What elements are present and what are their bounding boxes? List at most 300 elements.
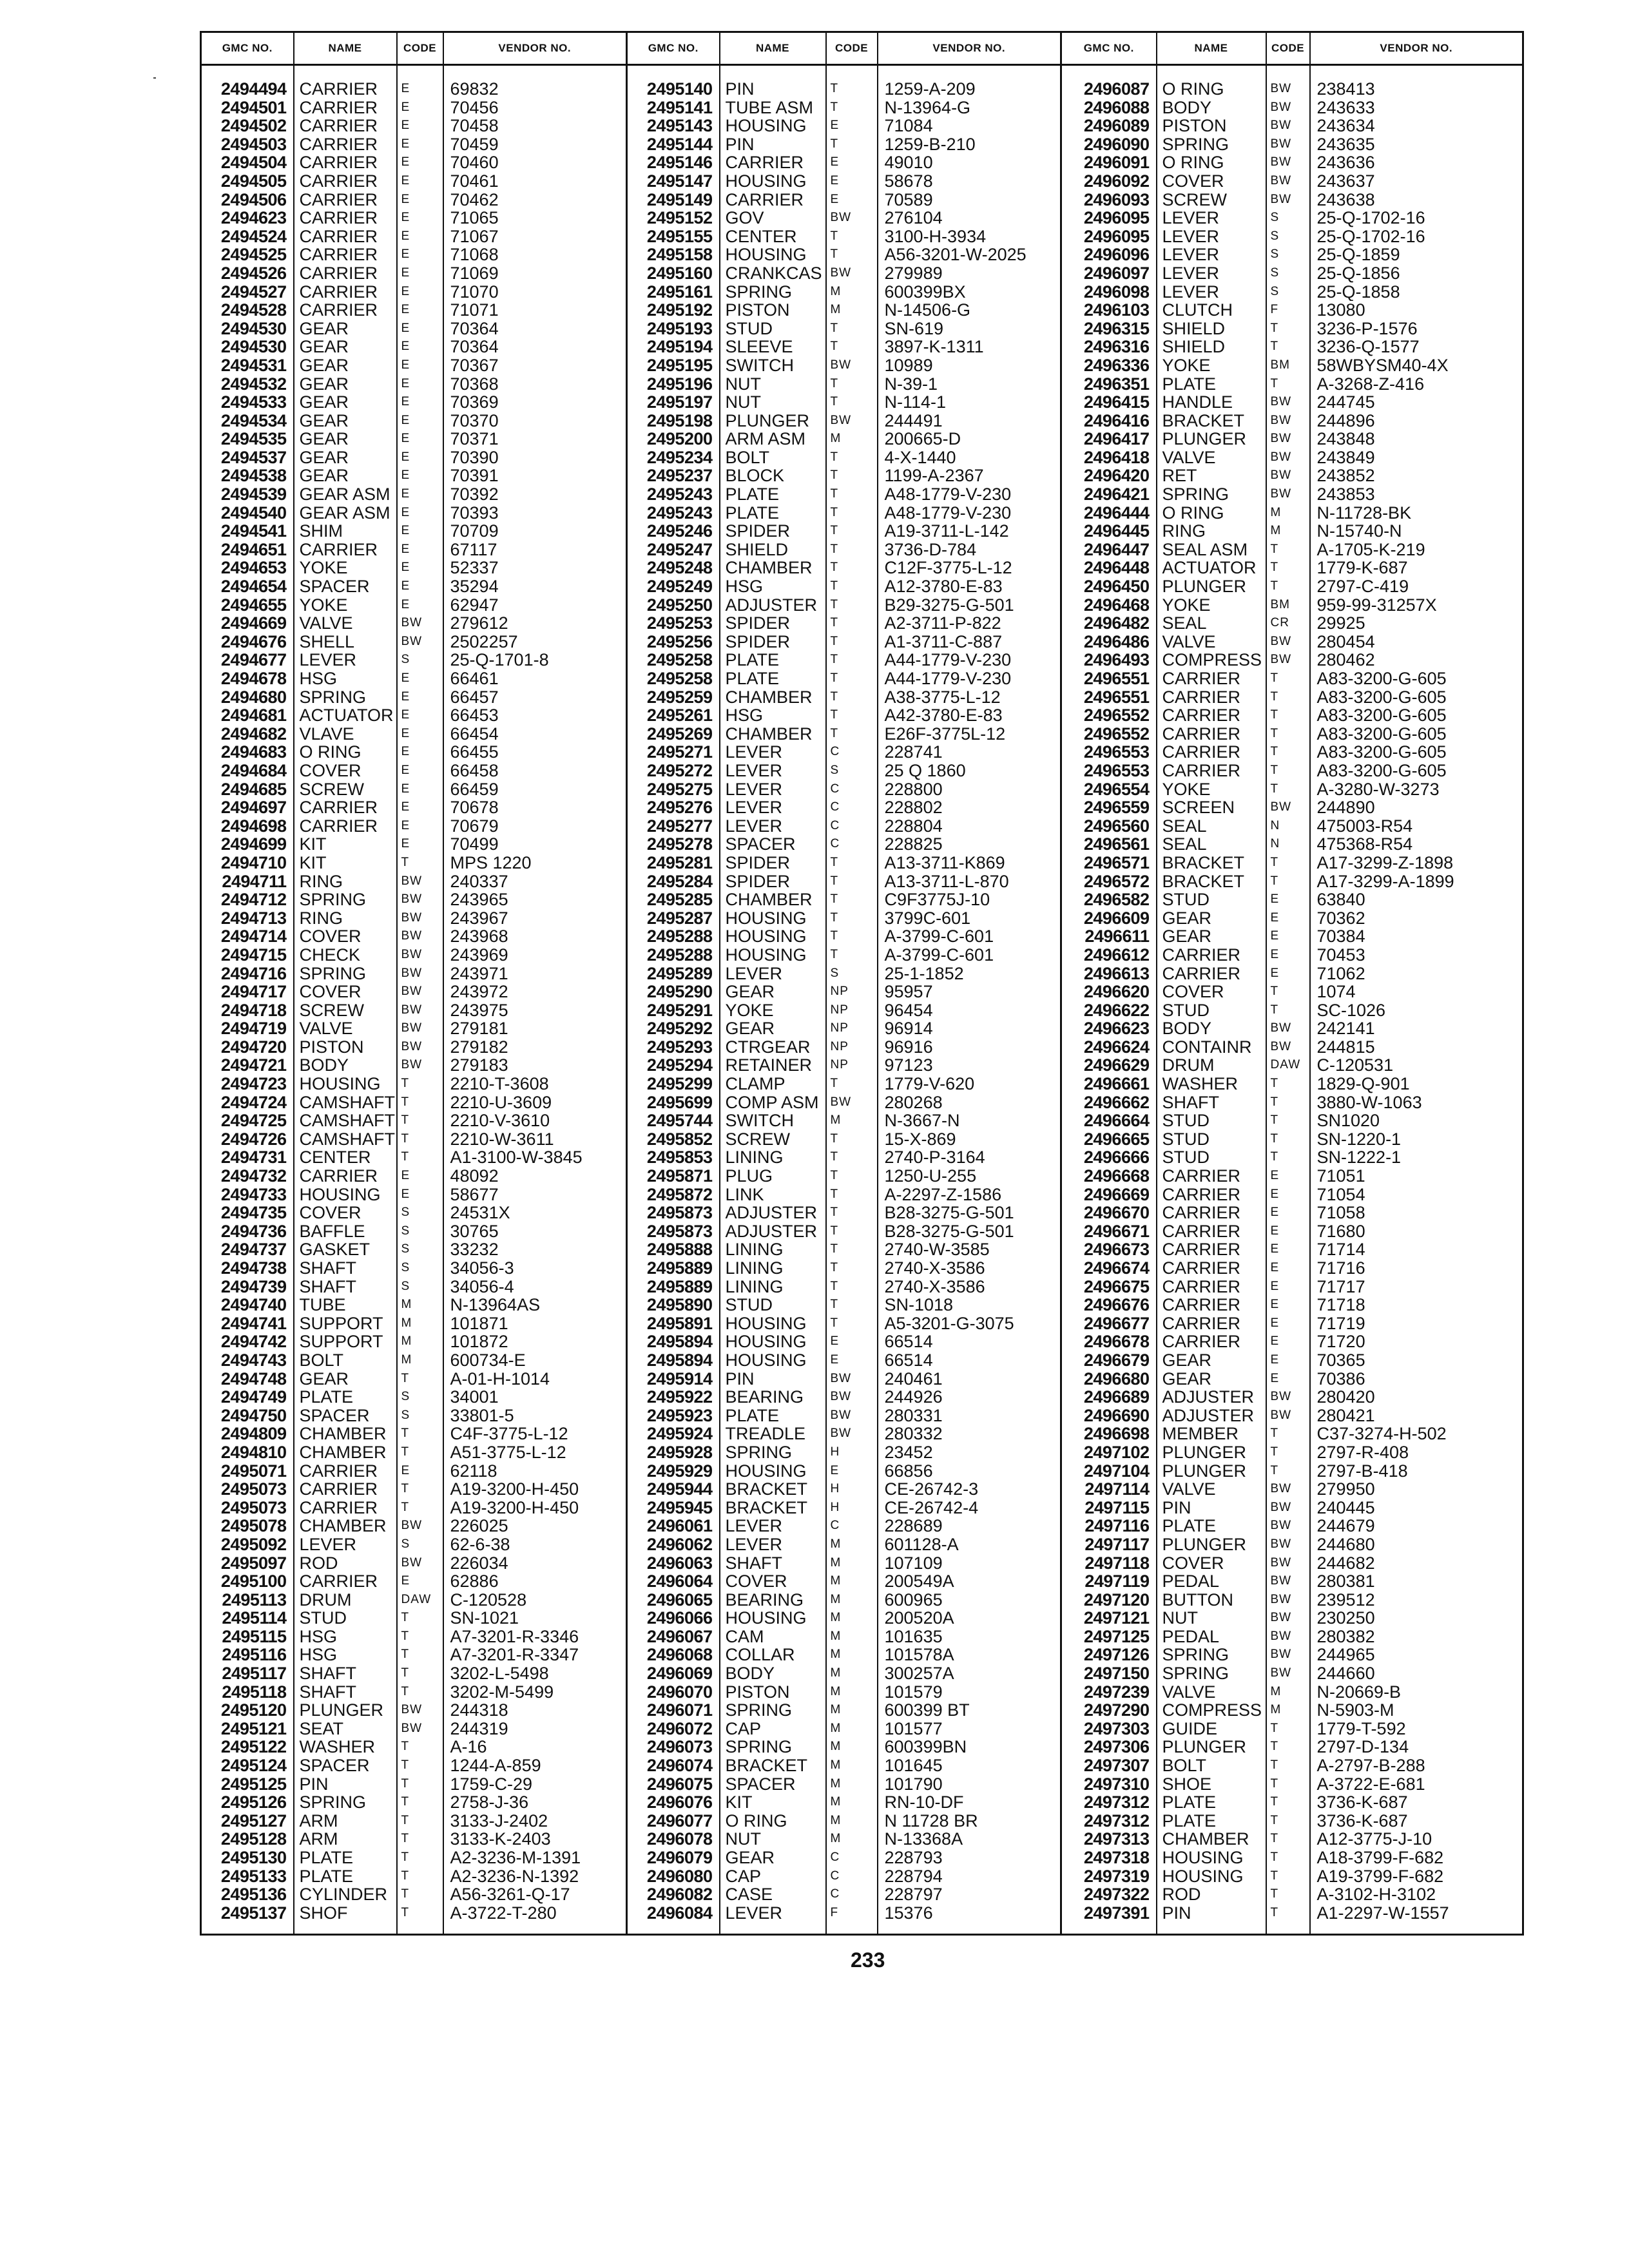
cell-name: SPRING	[294, 890, 397, 909]
cell-vendor-no: 101872	[443, 1332, 627, 1351]
cell-name: ARM	[294, 1812, 397, 1831]
table-row	[201, 817, 1523, 836]
cell-vendor-no: A-01-H-1014	[443, 1370, 627, 1389]
cell-vendor-no: 70678	[443, 798, 627, 817]
cell-name: HOUSING	[720, 245, 826, 264]
cell-name: GEAR	[720, 1849, 826, 1867]
cell-vendor-no: 71680	[1310, 1222, 1523, 1241]
table-row	[201, 872, 1523, 891]
table-row	[201, 135, 1523, 154]
cell-name: YOKE	[294, 596, 397, 615]
cell-vendor-no: 243848	[1310, 430, 1523, 448]
cell-vendor-no: N-114-1	[878, 393, 1061, 412]
cell-name: GEAR ASM	[294, 485, 397, 504]
cell-code: E	[1266, 1370, 1310, 1389]
cell-vendor-no: 3133-J-2402	[443, 1812, 627, 1831]
header-name-1: NAME	[294, 32, 397, 65]
cell-vendor-no: 66453	[443, 706, 627, 725]
cell-code: BW	[397, 614, 443, 633]
cell-code: E	[397, 1572, 443, 1591]
cell-code: M	[826, 1554, 878, 1573]
cell-vendor-no: 23452	[878, 1443, 1061, 1462]
cell-code: T	[397, 1830, 443, 1849]
cell-code: M	[826, 1591, 878, 1610]
cell-code: E	[397, 393, 443, 412]
cell-vendor-no: 71714	[1310, 1240, 1523, 1259]
cell-name: O RING	[1157, 153, 1266, 172]
cell-code: T	[397, 1480, 443, 1499]
header-vendor-no-3: VENDOR NO.	[1310, 32, 1523, 65]
cell-name: ADJUSTER	[720, 1222, 826, 1241]
cell-gmc-no: 2495853	[627, 1148, 720, 1167]
cell-code: T	[1266, 1111, 1310, 1130]
cell-gmc-no: 2496071	[627, 1701, 720, 1720]
cell-gmc-no: 2496416	[1061, 412, 1157, 430]
cell-name: SPRING	[720, 1738, 826, 1756]
cell-code: E	[397, 264, 443, 283]
cell-name: RING	[294, 872, 397, 891]
cell-gmc-no: 2494698	[220, 816, 287, 836]
cell-name: CAMSHAFT	[294, 1093, 397, 1112]
cell-vendor-no: 70386	[1310, 1370, 1523, 1389]
cell-vendor-no: A1-2297-W-1557	[1310, 1904, 1523, 1935]
cell-name: SPIDER	[720, 633, 826, 651]
cell-name: NUT	[1157, 1609, 1266, 1628]
cell-name: CARRIER	[1157, 669, 1266, 688]
cell-name: TUBE ASM	[720, 99, 826, 117]
cell-vendor-no: SN-1220-1	[1310, 1130, 1523, 1149]
cell-gmc-no: 2496103	[1061, 301, 1157, 320]
cell-code: M	[397, 1351, 443, 1370]
cell-name: HOUSING	[1157, 1849, 1266, 1867]
cell-name: COVER	[294, 983, 397, 1001]
cell-vendor-no: 242141	[1310, 1019, 1523, 1038]
cell-name: BRACKET	[720, 1756, 826, 1775]
cell-vendor-no: 35294	[443, 577, 627, 596]
cell-vendor-no: 2210-U-3609	[443, 1093, 627, 1112]
cell-gmc-no: 2495914	[627, 1370, 720, 1389]
cell-gmc-no: 2494731	[220, 1148, 287, 1168]
cell-gmc-no: 2495894	[627, 1332, 720, 1351]
cell-gmc-no: 2496417	[1061, 430, 1157, 448]
cell-vendor-no: 34056-3	[443, 1259, 627, 1278]
cell-name: O RING	[1157, 65, 1266, 99]
cell-name: CARRIER	[294, 1499, 397, 1517]
cell-vendor-no: SN-1021	[443, 1609, 627, 1628]
cell-vendor-no: 2758-J-36	[443, 1793, 627, 1812]
cell-code: E	[397, 504, 443, 523]
cell-vendor-no: 25-1-1852	[878, 965, 1061, 983]
cell-name: BOLT	[1157, 1756, 1266, 1775]
cell-name: CENTER	[294, 1148, 397, 1167]
cell-gmc-no: 2496468	[1061, 596, 1157, 615]
cell-code: T	[397, 1867, 443, 1886]
cell-vendor-no: 2740-X-3586	[878, 1259, 1061, 1278]
cell-code: T	[1266, 1904, 1310, 1935]
cell-code: T	[826, 375, 878, 394]
cell-gmc-no: 2494682	[220, 724, 287, 744]
cell-gmc-no: 2494717	[220, 983, 287, 1001]
cell-gmc-no: 2497303	[1061, 1720, 1157, 1738]
cell-vendor-no: A48-1779-V-230	[878, 485, 1061, 504]
cell-gmc-no: 2495259	[627, 688, 720, 707]
table-row	[201, 1056, 1523, 1075]
cell-gmc-no: 2494720	[220, 1037, 287, 1057]
cell-vendor-no: 226034	[443, 1554, 627, 1573]
cell-code: T	[397, 1664, 443, 1683]
cell-vendor-no: 243637	[1310, 172, 1523, 191]
cell-vendor-no: 280382	[1310, 1628, 1523, 1646]
cell-code: E	[1266, 1314, 1310, 1333]
cell-gmc-no: 2496084	[627, 1904, 720, 1935]
cell-vendor-no: 70365	[1310, 1351, 1523, 1370]
cell-name: HOUSING	[294, 1075, 397, 1093]
cell-code: BW	[826, 264, 878, 283]
table-row	[201, 1296, 1523, 1314]
cell-gmc-no: 2495125	[220, 1774, 287, 1794]
cell-gmc-no: 2494676	[220, 632, 287, 651]
cell-vendor-no: 71069	[443, 264, 627, 283]
cell-vendor-no: 959-99-31257X	[1310, 596, 1523, 615]
cell-code: S	[1266, 227, 1310, 246]
table-row	[201, 1830, 1523, 1849]
cell-name: SPACER	[720, 1775, 826, 1794]
cell-gmc-no: 2495888	[627, 1240, 720, 1259]
cell-code: BW	[1266, 191, 1310, 209]
cell-vendor-no: 71062	[1310, 965, 1523, 983]
cell-vendor-no: 243635	[1310, 135, 1523, 154]
cell-name: COVER	[294, 1204, 397, 1222]
cell-vendor-no: RN-10-DF	[878, 1793, 1061, 1812]
cell-code: M	[1266, 1683, 1310, 1702]
cell-code: E	[397, 356, 443, 375]
cell-vendor-no: 240461	[878, 1370, 1061, 1389]
cell-vendor-no: A83-3200-G-605	[1310, 762, 1523, 780]
table-row	[201, 1093, 1523, 1112]
cell-vendor-no: 228689	[878, 1517, 1061, 1535]
cell-gmc-no: 2495852	[627, 1130, 720, 1149]
cell-name: SPRING	[294, 1793, 397, 1812]
cell-vendor-no: 244660	[1310, 1664, 1523, 1683]
cell-vendor-no: 1779-T-592	[1310, 1720, 1523, 1738]
cell-vendor-no: A83-3200-G-605	[1310, 725, 1523, 744]
cell-gmc-no: 2494540	[220, 503, 287, 523]
cell-name: CHAMBER	[294, 1517, 397, 1535]
cell-vendor-no: E26F-3775L-12	[878, 725, 1061, 744]
cell-name: CARRIER	[294, 209, 397, 227]
cell-name: VALVE	[1157, 633, 1266, 651]
cell-gmc-no: 2495256	[627, 633, 720, 651]
cell-name: CARRIER	[1157, 1259, 1266, 1278]
table-row	[201, 651, 1523, 669]
cell-name: VALVE	[294, 1019, 397, 1038]
cell-gmc-no: 2495291	[627, 1001, 720, 1020]
cell-code: S	[826, 965, 878, 983]
cell-name: CARRIER	[1157, 965, 1266, 983]
cell-gmc-no: 2496613	[1061, 965, 1157, 983]
cell-gmc-no: 2496075	[627, 1775, 720, 1794]
cell-vendor-no: A13-3711-K869	[878, 854, 1061, 872]
cell-name: COVER	[1157, 983, 1266, 1001]
cell-gmc-no: 2496095	[1061, 209, 1157, 227]
cell-gmc-no: 2495944	[627, 1480, 720, 1499]
cell-gmc-no: 2496662	[1061, 1093, 1157, 1112]
cell-gmc-no: 2496069	[627, 1664, 720, 1683]
cell-code: S	[1266, 283, 1310, 302]
cell-code: S	[1266, 264, 1310, 283]
cell-gmc-no: 2497150	[1061, 1664, 1157, 1683]
cell-code: E	[397, 412, 443, 430]
cell-vendor-no: 10989	[878, 356, 1061, 375]
cell-name: SPRING	[1157, 1664, 1266, 1683]
cell-vendor-no: A7-3201-R-3347	[443, 1646, 627, 1664]
cell-name: GEAR ASM	[294, 504, 397, 523]
cell-vendor-no: A42-3780-E-83	[878, 706, 1061, 725]
cell-vendor-no: 243969	[443, 946, 627, 965]
cell-gmc-no: 2495152	[627, 209, 720, 227]
cell-code: BW	[1266, 1535, 1310, 1554]
cell-vendor-no: 200520A	[878, 1609, 1061, 1628]
cell-name: ADJUSTER	[1157, 1407, 1266, 1425]
table-row	[201, 1720, 1523, 1738]
cell-vendor-no: A2-3711-P-822	[878, 614, 1061, 633]
cell-gmc-no: 2494526	[220, 264, 287, 283]
table-row	[201, 245, 1523, 264]
cell-gmc-no: 2494749	[220, 1388, 287, 1407]
cell-gmc-no: 2496079	[627, 1849, 720, 1867]
cell-vendor-no: 279950	[1310, 1480, 1523, 1499]
cell-vendor-no: 15376	[878, 1904, 1061, 1935]
cell-name: SPACER	[720, 835, 826, 854]
table-row	[201, 1480, 1523, 1499]
table-row	[201, 1628, 1523, 1646]
cell-vendor-no: 4-X-1440	[878, 448, 1061, 467]
cell-code: M	[826, 1535, 878, 1554]
cell-code: E	[1266, 1222, 1310, 1241]
cell-name: HOUSING	[720, 1314, 826, 1333]
cell-name: LINING	[720, 1278, 826, 1296]
cell-gmc-no: 2495141	[627, 99, 720, 117]
cell-name: LEVER	[720, 817, 826, 836]
cell-name: CARRIER	[1157, 725, 1266, 744]
cell-gmc-no: 2495118	[222, 1682, 287, 1702]
cell-code: M	[826, 1720, 878, 1738]
table-row	[201, 780, 1523, 799]
cell-name: CAMSHAFT	[294, 1111, 397, 1130]
cell-code: T	[826, 1148, 878, 1167]
cell-vendor-no: 70364	[443, 320, 627, 338]
cell-vendor-no: 240445	[1310, 1499, 1523, 1517]
cell-code: T	[1266, 338, 1310, 356]
cell-code: BW	[397, 946, 443, 965]
cell-vendor-no: 69832	[443, 65, 627, 99]
table-row	[201, 320, 1523, 338]
table-row	[201, 99, 1523, 117]
table-header	[201, 32, 1523, 65]
cell-name: SPRING	[1157, 1646, 1266, 1664]
cell-code: H	[826, 1480, 878, 1499]
cell-vendor-no: A-3799-C-601	[878, 946, 1061, 965]
cell-vendor-no: 15-X-869	[878, 1130, 1061, 1149]
cell-gmc-no: 2495194	[627, 338, 720, 356]
cell-gmc-no: 2496068	[627, 1646, 720, 1664]
cell-code: E	[826, 1351, 878, 1370]
cell-gmc-no: 2496096	[1061, 245, 1157, 264]
cell-code: BW	[826, 412, 878, 430]
cell-code: T	[826, 651, 878, 669]
cell-vendor-no: 66856	[878, 1462, 1061, 1481]
cell-gmc-no: 2495133	[220, 1867, 287, 1886]
cell-vendor-no: B28-3275-G-501	[878, 1204, 1061, 1222]
cell-code: N	[1266, 835, 1310, 854]
cell-name: ADJUSTER	[1157, 1388, 1266, 1407]
cell-vendor-no: 244965	[1310, 1646, 1523, 1664]
cell-code: NP	[826, 1001, 878, 1020]
cell-gmc-no: 2496098	[1061, 283, 1157, 302]
cell-vendor-no: A5-3201-G-3075	[878, 1314, 1061, 1333]
cell-gmc-no: 2495200	[627, 430, 720, 448]
cell-gmc-no: 2496571	[1061, 854, 1157, 872]
cell-gmc-no: 2496450	[1061, 577, 1157, 596]
table-row	[201, 1554, 1523, 1573]
table-row	[201, 1499, 1523, 1517]
cell-gmc-no: 2496671	[1061, 1222, 1157, 1241]
table-row	[201, 65, 1523, 99]
table-row	[201, 1646, 1523, 1664]
cell-name: KIT	[294, 854, 397, 872]
cell-code: T	[826, 633, 878, 651]
cell-code: E	[397, 430, 443, 448]
cell-vendor-no: N-3667-N	[878, 1111, 1061, 1130]
cell-name: GEAR	[294, 412, 397, 430]
cell-vendor-no: 230250	[1310, 1609, 1523, 1628]
cell-gmc-no: 2494742	[220, 1332, 287, 1351]
cell-name: LEVER	[720, 965, 826, 983]
cell-gmc-no: 2494713	[220, 908, 287, 928]
cell-name: STUD	[1157, 1111, 1266, 1130]
cell-code: BW	[397, 1720, 443, 1738]
cell-code: BW	[1266, 172, 1310, 191]
cell-vendor-no: 70362	[1310, 909, 1523, 928]
table-row	[201, 1388, 1523, 1407]
cell-name: GEAR	[1157, 909, 1266, 928]
cell-vendor-no: 3202-L-5498	[443, 1664, 627, 1683]
cell-code: E	[397, 559, 443, 577]
cell-gmc-no: 2494531	[220, 356, 287, 375]
cell-name: CHAMBER	[1157, 1830, 1266, 1849]
cell-name: GEAR	[294, 430, 397, 448]
cell-code: BW	[1266, 1572, 1310, 1591]
cell-gmc-no: 2495288	[627, 946, 720, 965]
cell-vendor-no: 243975	[443, 1001, 627, 1020]
cell-vendor-no: A19-3799-F-682	[1310, 1867, 1523, 1886]
cell-vendor-no: SN1020	[1310, 1111, 1523, 1130]
cell-code: T	[826, 1278, 878, 1296]
cell-gmc-no: 2494737	[220, 1240, 287, 1259]
cell-gmc-no: 2495124	[220, 1756, 287, 1775]
cell-gmc-no: 2495699	[627, 1093, 720, 1112]
cell-gmc-no: 2495923	[627, 1407, 720, 1425]
cell-gmc-no: 2494503	[220, 135, 287, 154]
cell-vendor-no: 62118	[443, 1462, 627, 1481]
cell-gmc-no: 2496087	[1061, 65, 1157, 99]
cell-gmc-no: 2496551	[1061, 669, 1157, 688]
cell-name: YOKE	[720, 1001, 826, 1020]
cell-gmc-no: 2497307	[1061, 1756, 1157, 1775]
cell-code: BM	[1266, 596, 1310, 615]
cell-vendor-no: 71065	[443, 209, 627, 227]
cell-code: T	[397, 1628, 443, 1646]
cell-vendor-no: 3236-P-1576	[1310, 320, 1523, 338]
cell-gmc-no: 2495197	[627, 393, 720, 412]
cell-vendor-no: 2740-X-3586	[878, 1278, 1061, 1296]
cell-vendor-no: 279989	[878, 264, 1061, 283]
table-body	[201, 65, 1523, 1935]
cell-gmc-no: 2495121	[220, 1719, 287, 1738]
cell-vendor-no: 601128-A	[878, 1535, 1061, 1554]
cell-gmc-no: 2495289	[627, 965, 720, 983]
cell-gmc-no: 2495155	[627, 227, 720, 246]
cell-gmc-no: 2495891	[627, 1314, 720, 1333]
cell-vendor-no: 34001	[443, 1388, 627, 1407]
cell-name: TREADLE	[720, 1425, 826, 1443]
cell-gmc-no: 2496445	[1061, 522, 1157, 541]
cell-code: T	[826, 1167, 878, 1186]
cell-gmc-no: 2496336	[1061, 356, 1157, 375]
cell-name: VALVE	[294, 614, 397, 633]
cell-code: T	[1266, 375, 1310, 394]
cell-vendor-no: 1244-A-859	[443, 1756, 627, 1775]
cell-name: CHAMBER	[294, 1425, 397, 1443]
cell-name: PIN	[720, 1370, 826, 1389]
table-row	[201, 448, 1523, 467]
cell-name: LEVER	[1157, 283, 1266, 302]
cell-name: SEAL	[1157, 614, 1266, 633]
parts-catalog-table	[200, 31, 1524, 1936]
cell-vendor-no: 2502257	[443, 633, 627, 651]
cell-gmc-no: 2495100	[220, 1572, 287, 1591]
table-row	[201, 541, 1523, 559]
cell-gmc-no: 2495288	[627, 927, 720, 946]
cell-gmc-no: 2495237	[627, 466, 720, 485]
cell-gmc-no: 2494653	[220, 559, 287, 578]
cell-name: PLATE	[720, 485, 826, 504]
cell-name: SHAFT	[1157, 1093, 1266, 1112]
cell-vendor-no: 66514	[878, 1332, 1061, 1351]
table-row	[201, 1148, 1523, 1167]
cell-code: M	[826, 1701, 878, 1720]
cell-name: GEAR	[1157, 1370, 1266, 1389]
cell-code: E	[397, 596, 443, 615]
cell-name: PISTON	[720, 301, 826, 320]
cell-code: T	[397, 1370, 443, 1389]
cell-vendor-no: SN-1018	[878, 1296, 1061, 1314]
cell-code: T	[826, 596, 878, 615]
cell-name: CARRIER	[1157, 1240, 1266, 1259]
cell-vendor-no: 200665-D	[878, 430, 1061, 448]
cell-code: M	[826, 283, 878, 302]
cell-vendor-no: 48092	[443, 1167, 627, 1186]
cell-name: RET	[1157, 466, 1266, 485]
cell-gmc-no: 2494697	[220, 798, 287, 817]
cell-code: E	[397, 172, 443, 191]
cell-name: PLUNGER	[1157, 577, 1266, 596]
cell-code: M	[397, 1332, 443, 1351]
cell-vendor-no: A17-3299-Z-1898	[1310, 854, 1523, 872]
cell-name: PLATE	[720, 1407, 826, 1425]
cell-code: T	[397, 1148, 443, 1167]
cell-code: E	[826, 172, 878, 191]
